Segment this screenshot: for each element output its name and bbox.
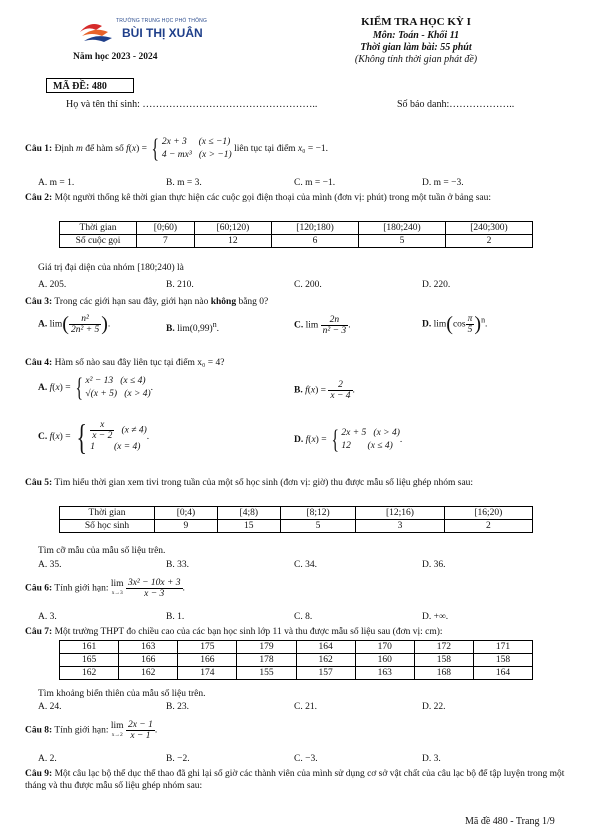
table-row bbox=[60, 654, 533, 667]
q7-text: Một trường THPT đo chiều cao của các bạn học sinh lớp 11 và thu được mẫu số liệu sau (đơn vị: cm): bbox=[54, 627, 443, 637]
q2-table bbox=[59, 221, 533, 248]
q7-label: Câu 7: bbox=[25, 627, 53, 637]
table-cell: 163 bbox=[119, 641, 178, 654]
q5-option-d[interactable]: D. 36. bbox=[422, 560, 446, 570]
table-row bbox=[60, 235, 533, 248]
table-cell: [120;180) bbox=[272, 222, 359, 235]
q6-option-a[interactable]: A. 3. bbox=[38, 612, 57, 622]
q4-option-a[interactable]: A. f(x) = { x² − 13 (x ≤ 4) √(x + 5) (x > 4) . bbox=[38, 373, 154, 402]
q2-option-d[interactable]: D. 220. bbox=[422, 280, 451, 290]
school-logo bbox=[78, 16, 208, 46]
table-cell: Số cuộc gọi bbox=[60, 235, 137, 248]
table-cell: [180;240) bbox=[359, 222, 446, 235]
q3-option-d[interactable]: D. lim(cos $\frac{\pi}{5}$ )$^n$. bbox=[422, 313, 488, 335]
table-cell: 162 bbox=[119, 667, 178, 680]
table-cell: 158 bbox=[414, 654, 473, 667]
q8-label: Câu 8: bbox=[25, 725, 53, 736]
table-cell: 165 bbox=[60, 654, 119, 667]
q7-option-c[interactable]: C. 21. bbox=[294, 702, 317, 712]
q7-option-a[interactable]: A. 24. bbox=[38, 702, 62, 712]
table-cell: [0;4) bbox=[155, 507, 218, 520]
table-row bbox=[60, 520, 533, 533]
table-cell: [0;60) bbox=[137, 222, 195, 235]
question-7 bbox=[25, 626, 580, 638]
q1-text-b: để hàm số bbox=[85, 144, 124, 155]
table-cell: 158 bbox=[473, 654, 532, 667]
exam-title: KIỂM TRA HỌC KỲ I bbox=[361, 16, 471, 28]
table-cell: 157 bbox=[296, 667, 355, 680]
question-5 bbox=[25, 477, 580, 489]
question-6: Câu 6: Tính giới hạn: lim x→3 $\frac{\text{3x² − 10x + 3}}{x - 3}$ . bbox=[25, 578, 185, 599]
table-row bbox=[60, 667, 533, 680]
table-cell: 2 bbox=[444, 520, 532, 533]
q2-option-b[interactable]: B. 210. bbox=[166, 280, 194, 290]
q9-text: Một câu lạc bộ thể dục thể thao đã ghi lại số giờ các thành viên của mình sử dụng cơ sở vật chất của câu lạc bộ để tập luyện trong một tháng và thu được mẫu số liệu ghép nhóm sau: bbox=[25, 769, 565, 791]
q1-option-a[interactable]: A. m = 1. bbox=[38, 178, 75, 188]
q7-option-b[interactable]: B. 23. bbox=[166, 702, 189, 712]
q8-option-d[interactable]: D. 3. bbox=[422, 754, 441, 764]
q4-option-d[interactable]: D. f(x) = { 2x + 5 (x > 4) 12 (x ≤ 4) . bbox=[294, 425, 403, 454]
table-cell: 5 bbox=[280, 520, 356, 533]
q7-sub: Tìm khoảng biến thiên của mẫu số liệu trên. bbox=[38, 689, 206, 699]
table-cell: 166 bbox=[178, 654, 237, 667]
question-2 bbox=[25, 192, 580, 204]
q3-option-a[interactable]: A. lim( $\frac{\text{n²}}{\text{2n² + 5}}$ ). bbox=[38, 313, 111, 335]
table-cell: 178 bbox=[237, 654, 296, 667]
table-cell: 164 bbox=[473, 667, 532, 680]
school-name: BÙI THỊ XUÂN bbox=[122, 26, 203, 40]
table-cell: [4;8) bbox=[217, 507, 280, 520]
exam-code: MÃ ĐỀ: 480 bbox=[46, 78, 134, 93]
name-line: Họ và tên thí sinh: …………………………………………….. bbox=[66, 99, 318, 110]
table-cell: 174 bbox=[178, 667, 237, 680]
q6-label: Câu 6: bbox=[25, 583, 53, 594]
question-8: Câu 8: Tính giới hạn: lim x→2 $\frac{2x - 1}{x - 1}$ . bbox=[25, 720, 158, 741]
q8-option-c[interactable]: C. −3. bbox=[294, 754, 318, 764]
school-small-text: TRƯỜNG TRUNG HỌC PHỔ THÔNG bbox=[116, 18, 208, 24]
table-row bbox=[60, 507, 533, 520]
table-cell: 162 bbox=[296, 654, 355, 667]
q8-option-b[interactable]: B. −2. bbox=[166, 754, 190, 764]
q8-option-a[interactable]: A. 2. bbox=[38, 754, 57, 764]
table-cell: 161 bbox=[60, 641, 119, 654]
table-cell: 6 bbox=[272, 235, 359, 248]
q1-option-b[interactable]: B. m = 3. bbox=[166, 178, 202, 188]
q2-text: Một người thống kê thời gian thực hiện các cuộc gọi điện thoại của mình (đơn vị: phút) trong một tuần ở bảng sau: bbox=[54, 193, 491, 203]
q6-option-c[interactable]: C. 8. bbox=[294, 612, 313, 622]
question-1: Câu 1: Định m để hàm số f(x) = { 2x + 3 (x ≤ −1) 4 − mx³ (x > −1) liên tục tại điểm x₀ = −1. bbox=[25, 134, 329, 163]
table-cell: 163 bbox=[355, 667, 414, 680]
q3-text-a: Trong các giới hạn sau đây, giới hạn nào bbox=[54, 297, 209, 307]
question-4 bbox=[25, 357, 580, 369]
q4-label: Câu 4: bbox=[25, 358, 53, 368]
question-3 bbox=[25, 296, 580, 308]
sbd-line: Số báo danh:……………….. bbox=[397, 99, 515, 110]
q1-label: Câu 1: bbox=[25, 144, 53, 155]
q6-text: Tính giới hạn: bbox=[54, 583, 109, 594]
q5-option-c[interactable]: C. 34. bbox=[294, 560, 317, 570]
logo-emblem-icon bbox=[78, 16, 114, 46]
q3-label: Câu 3: bbox=[25, 297, 53, 307]
q5-option-b[interactable]: B. 33. bbox=[166, 560, 189, 570]
q3-text-bold: không bbox=[210, 297, 237, 307]
q5-option-a[interactable]: A. 35. bbox=[38, 560, 62, 570]
table-cell: 171 bbox=[473, 641, 532, 654]
school-year: Năm học 2023 - 2024 bbox=[73, 52, 158, 62]
q4-option-b[interactable]: B. f(x) = $\frac{2}{x - 4}$ . bbox=[294, 380, 355, 401]
table-cell: [60;120) bbox=[194, 222, 271, 235]
table-row bbox=[60, 222, 533, 235]
q7-table bbox=[59, 640, 533, 680]
q2-sub: Giá trị đại diện của nhóm [180;240) là bbox=[38, 263, 184, 273]
table-cell: 170 bbox=[355, 641, 414, 654]
q5-sub: Tìm cỡ mẫu của mẫu số liệu trên. bbox=[38, 546, 166, 556]
table-cell: 15 bbox=[217, 520, 280, 533]
table-cell: Số học sinh bbox=[60, 520, 155, 533]
table-cell: 175 bbox=[178, 641, 237, 654]
q1-text-c: liên tục tại điểm bbox=[234, 144, 296, 155]
exam-time-note: (Không tính thời gian phát đề) bbox=[354, 54, 478, 65]
q1-option-d[interactable]: D. m = −3. bbox=[422, 178, 464, 188]
table-cell: 3 bbox=[356, 520, 444, 533]
table-cell: 5 bbox=[359, 235, 446, 248]
table-cell: 155 bbox=[237, 667, 296, 680]
table-cell: [8;12) bbox=[280, 507, 356, 520]
q8-text: Tính giới hạn: bbox=[54, 725, 109, 736]
q1-option-c[interactable]: C. m = −1. bbox=[294, 178, 336, 188]
table-cell: [16;20) bbox=[444, 507, 532, 520]
q3-option-c[interactable]: C. lim $\frac{2n}{\text{n² − 3}}$ . bbox=[294, 315, 351, 336]
q9-label: Câu 9: bbox=[25, 769, 53, 779]
table-cell: [240;300) bbox=[445, 222, 532, 235]
q5-label: Câu 5: bbox=[25, 478, 53, 488]
question-9 bbox=[25, 768, 580, 792]
table-cell: 2 bbox=[445, 235, 532, 248]
q5-text: Tìm hiểu thời gian xem tivi trong tuần của một số học sinh (đơn vị: giờ) thu được mẫu số liệu ghép nhóm sau: bbox=[54, 478, 474, 488]
page-footer: Mã đề 480 - Trang 1/9 bbox=[465, 816, 555, 827]
table-cell: 168 bbox=[414, 667, 473, 680]
table-cell: 12 bbox=[194, 235, 271, 248]
q5-table bbox=[59, 506, 533, 533]
q4-text: Hàm số nào sau đây liên tục tại điểm x₀ = 4? bbox=[54, 358, 225, 368]
q6-option-b[interactable]: B. 1. bbox=[166, 612, 185, 622]
table-cell: 166 bbox=[119, 654, 178, 667]
q3-option-b[interactable]: B. $\lim(0,99)^n$. bbox=[166, 320, 220, 335]
q2-option-c[interactable]: C. 200. bbox=[294, 280, 322, 290]
table-row bbox=[60, 641, 533, 654]
q2-label: Câu 2: bbox=[25, 193, 53, 203]
table-cell: Thời gian bbox=[60, 507, 155, 520]
q6-option-d[interactable]: D. +∞. bbox=[422, 612, 449, 622]
table-cell: 164 bbox=[296, 641, 355, 654]
table-cell: 162 bbox=[60, 667, 119, 680]
table-cell: 160 bbox=[355, 654, 414, 667]
table-cell: 7 bbox=[137, 235, 195, 248]
table-cell: 172 bbox=[414, 641, 473, 654]
q4-option-c[interactable]: C. f(x) = { $\frac{x}{x - 2}$ (x ≠ 4) 1 (x = 4) . bbox=[38, 417, 150, 457]
table-cell: [12;16) bbox=[356, 507, 444, 520]
exam-time: Thời gian làm bài: 55 phút bbox=[360, 42, 472, 53]
q7-option-d[interactable]: D. 22. bbox=[422, 702, 446, 712]
q2-option-a[interactable]: A. 205. bbox=[38, 280, 67, 290]
table-cell: 179 bbox=[237, 641, 296, 654]
q3-text-b: bằng 0? bbox=[238, 297, 269, 307]
table-cell: 9 bbox=[155, 520, 218, 533]
q1-text-a: Định bbox=[54, 144, 74, 155]
table-cell: Thời gian bbox=[60, 222, 137, 235]
exam-subject: Môn: Toán - Khối 11 bbox=[372, 30, 460, 41]
